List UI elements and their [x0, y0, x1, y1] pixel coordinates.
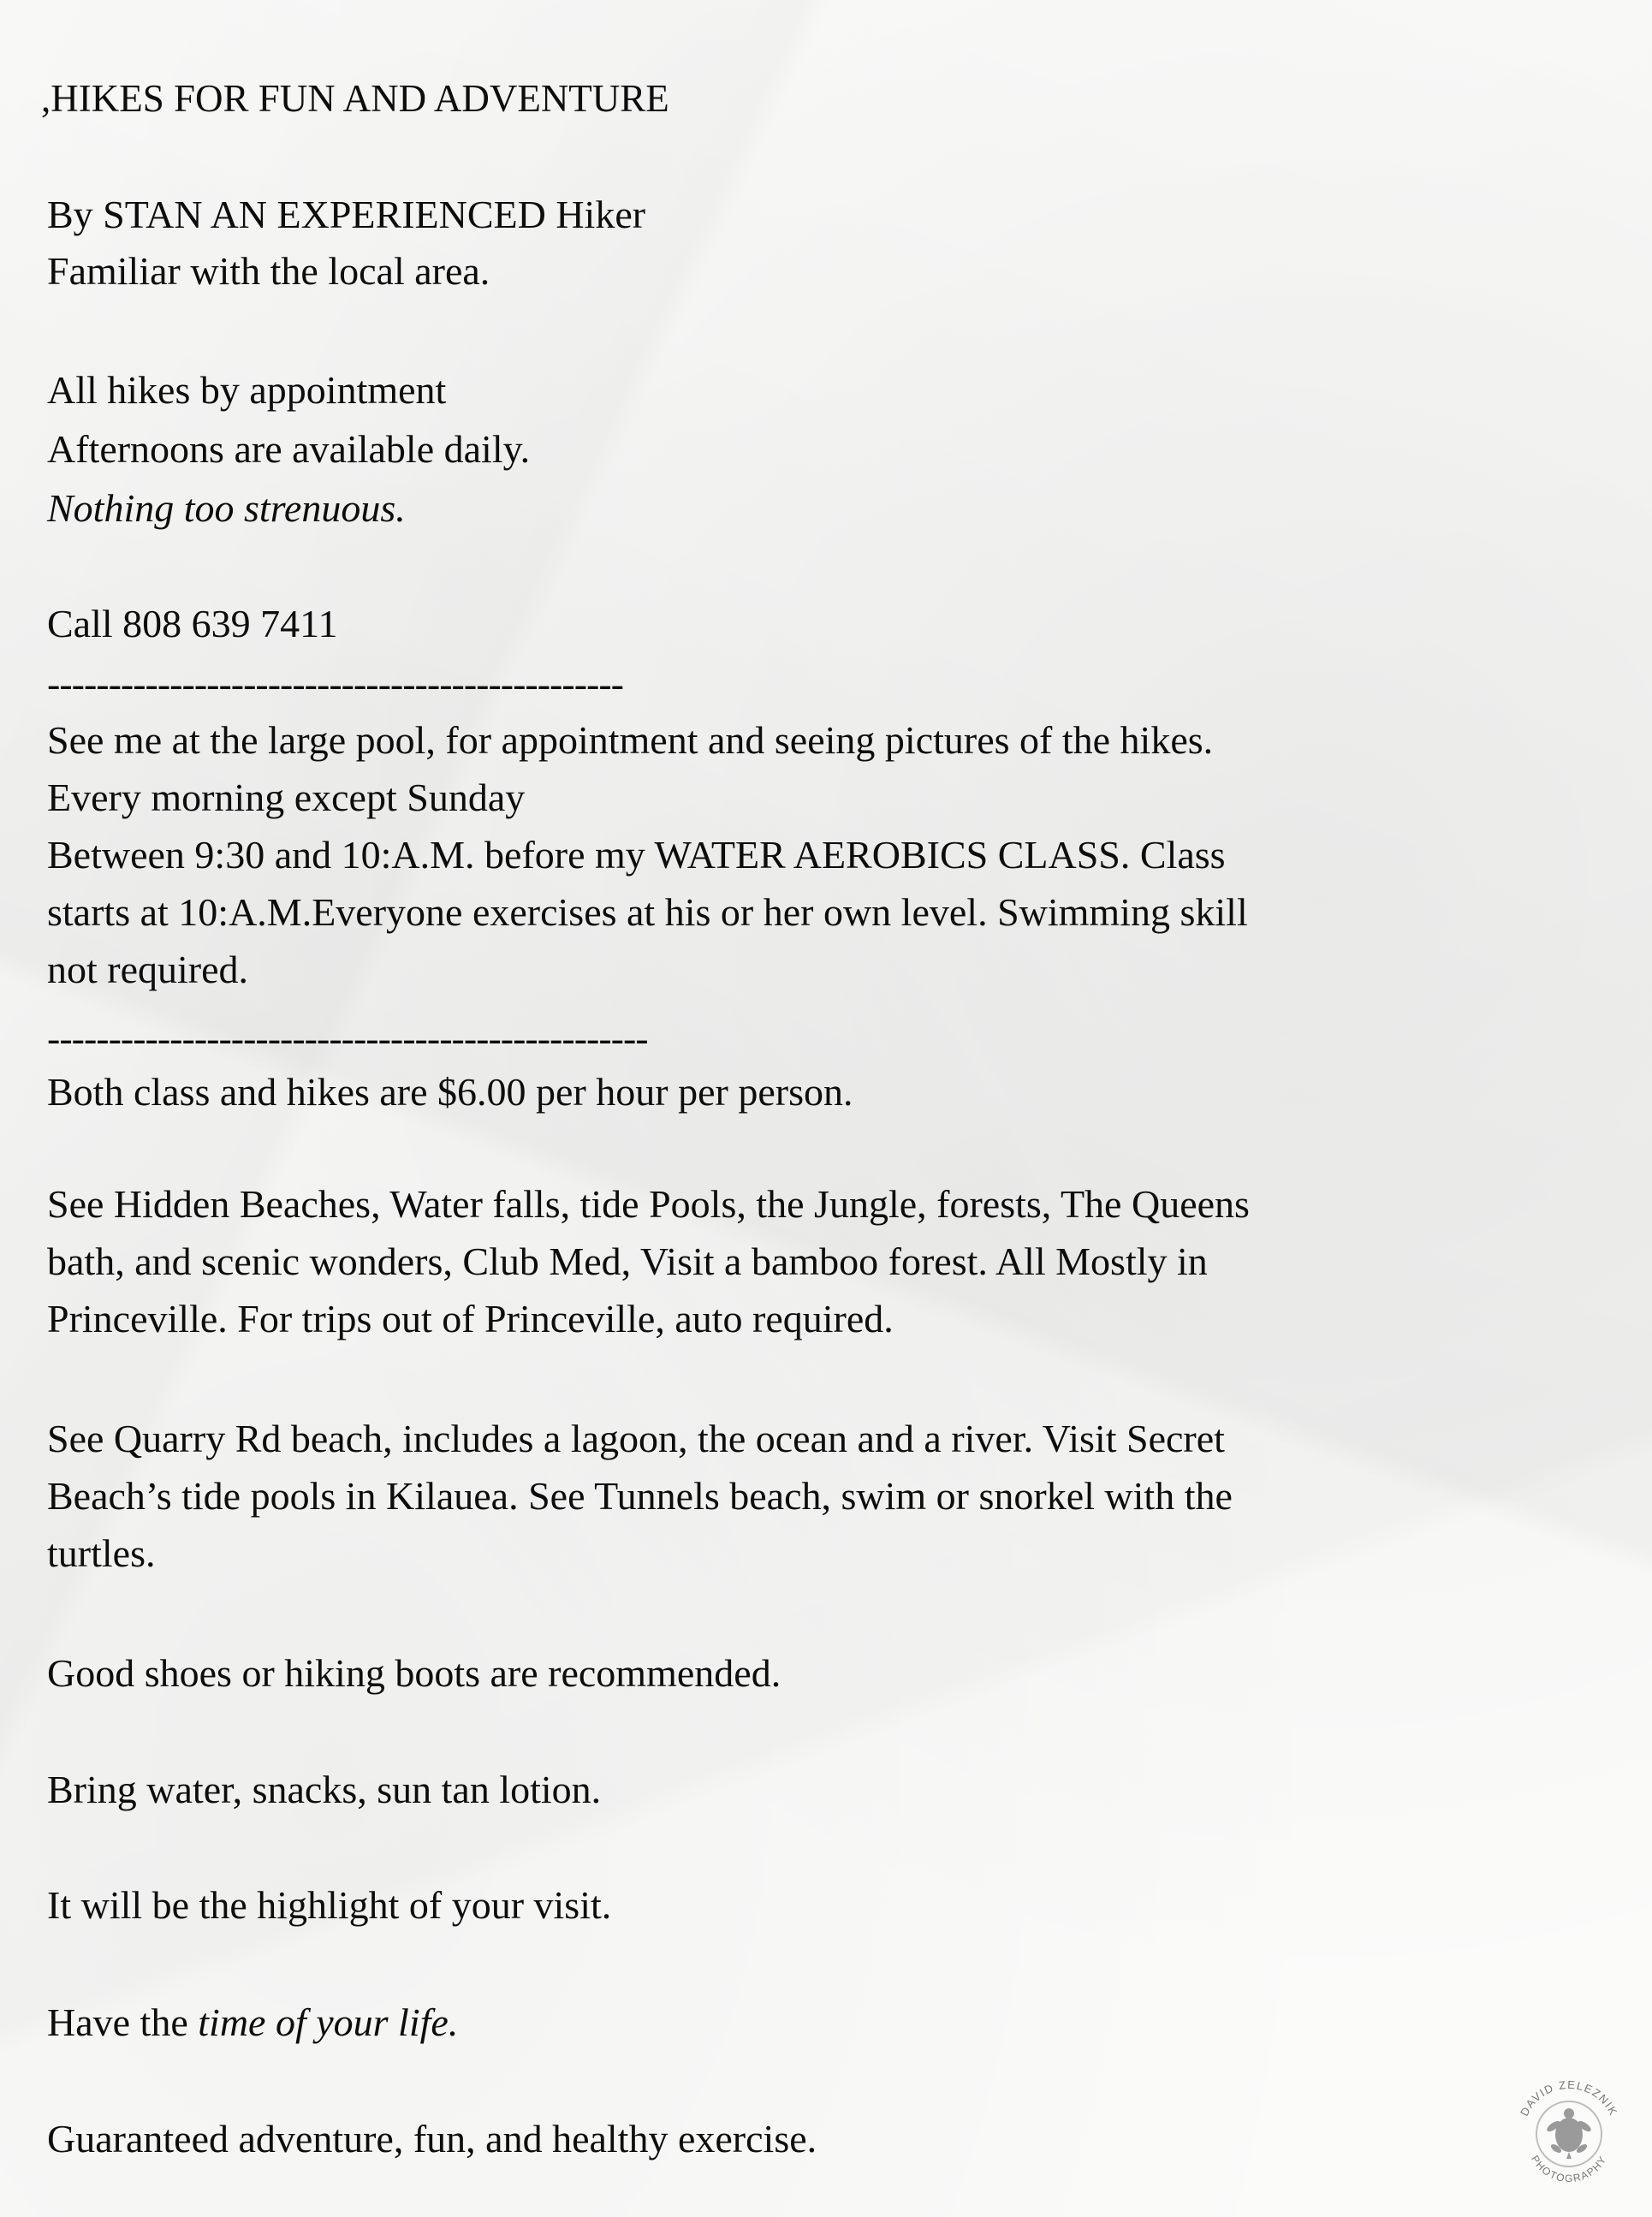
- bring-line: Bring water, snacks, sun tan lotion.: [47, 1768, 602, 1811]
- time-of-life-line: [47, 1994, 458, 2051]
- byline: By STAN AN EXPERIENCED Hiker: [47, 193, 646, 236]
- shoes-line: Good shoes or hiking boots are recommended.: [47, 1651, 781, 1695]
- pool-line-4: starts at 10:A.M.Everyone exercises at his or her own level. Swimming skill: [47, 890, 1248, 934]
- turtle-icon: [1545, 2108, 1592, 2159]
- pool-line-1: See me at the large pool, for appointment and seeing pictures of the hikes.: [47, 718, 1214, 762]
- strenuous-text-b: too strenuous.: [183, 486, 406, 530]
- sights-line-1: See Hidden Beaches, Water falls, tide Pools, the Jungle, forests, The Queens: [47, 1182, 1250, 1226]
- strenuous-line: [47, 480, 406, 537]
- quarry-line-2: Beach’s tide pools in Kilauea. See Tunnels beach, swim or snorkel with the: [47, 1474, 1233, 1518]
- quarry-line-1: See Quarry Rd beach, includes a lagoon, the ocean and a river. Visit Secret: [47, 1417, 1225, 1460]
- afternoons-line: Afternoons are available daily.: [47, 427, 531, 471]
- flyer-title: ,HIKES FOR FUN AND ADVENTURE: [41, 77, 669, 120]
- sights-line-2: bath, and scenic wonders, Club Med, Visit a bamboo forest. All Mostly in: [47, 1239, 1208, 1283]
- time-text-b: time of your life.: [198, 2000, 459, 2044]
- appointment-line: All hikes by appointment: [47, 368, 447, 412]
- guaranteed-line: Guaranteed adventure, fun, and healthy exercise.: [47, 2117, 817, 2161]
- watermark-top-text: DAVID ZELEZNIK: [1517, 2077, 1621, 2119]
- photographer-watermark: [1505, 2070, 1633, 2198]
- sights-line-3: Princeville. For trips out of Princeville, auto required.: [47, 1297, 894, 1340]
- divider-1: -----------------------------------------------: [47, 662, 623, 705]
- familiar-line: Familiar with the local area.: [47, 249, 490, 293]
- highlight-line: It will be the highlight of your visit.: [47, 1883, 612, 1927]
- quarry-line-3: turtles.: [47, 1531, 156, 1575]
- divider-2: -------------------------------------------------: [47, 1016, 648, 1060]
- watermark-bottom-text: PHOTOGRAPHY: [1529, 2153, 1609, 2185]
- pool-line-5: not required.: [47, 948, 249, 991]
- price-line: Both class and hikes are $6.00 per hour per person.: [47, 1070, 853, 1114]
- pool-line-2: Every morning except Sunday: [47, 776, 526, 819]
- time-text-a: Have the: [47, 2000, 199, 2044]
- pool-line-3: Between 9:30 and 10:A.M. before my WATER AEROBICS CLASS. Class: [47, 833, 1226, 877]
- strenuous-text-a: Nothing: [47, 486, 184, 530]
- phone-line: Call 808 639 7411: [47, 602, 338, 645]
